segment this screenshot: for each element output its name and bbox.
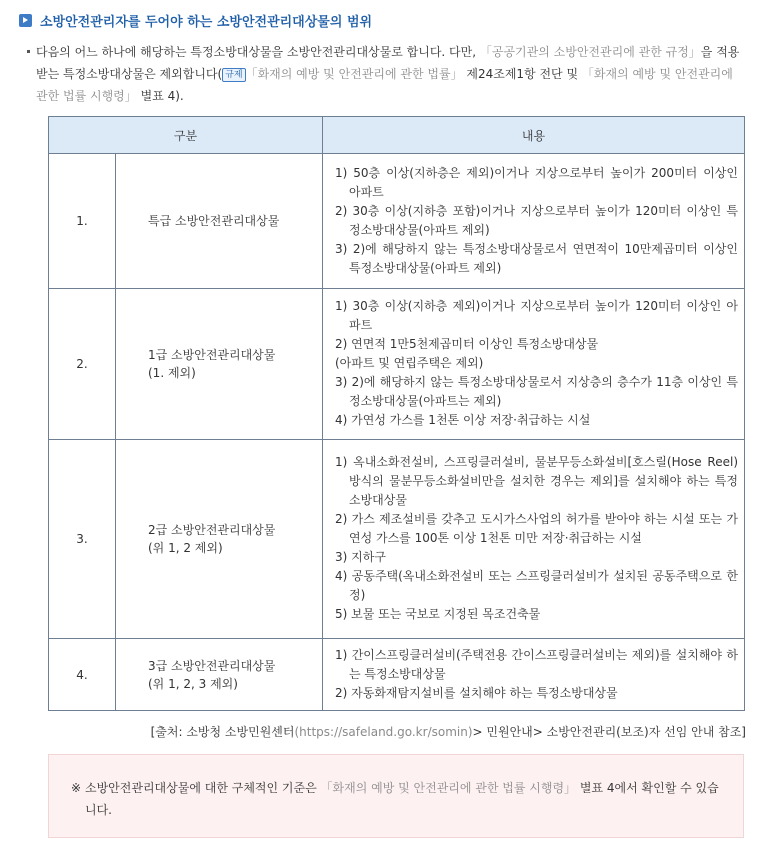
content-item: 1) 30층 이상(지하층 제외)이거나 지상으로부터 높이가 120미터 이상인 아파트 [335, 299, 738, 332]
table-row [49, 289, 745, 440]
note-text [71, 777, 721, 821]
content-item: 2) 연면적 1만5천제곱미터 이상인 특정소방대상물 [335, 337, 599, 351]
row-category-note: (위 1, 2 제외) [148, 541, 223, 555]
row-content-cell [323, 440, 745, 639]
row-content-cell [323, 154, 745, 289]
law-link-fire-prevention-act[interactable]: 「화재의 예방 및 안전관리에 관한 법률」 [245, 67, 463, 81]
row-category: 2급 소방안전관리대상물 [148, 523, 276, 537]
content-item: 5) 보물 또는 국보로 지정된 목조건축물 [335, 607, 541, 621]
row-category-cell [116, 154, 323, 289]
section-bullet-icon [19, 14, 32, 27]
header-content: 내용 [323, 117, 745, 154]
content-item: 3) 2)에 해당하지 않는 특정소방대상물로서 지상층의 층수가 11층 이상인 특정소방대상물(아파트는 제외) [335, 375, 738, 408]
content-item: 1) 간이스프링클러설비(주택전용 간이스프링클러설비는 제외)를 설치해야 하는 특정소방대상물 [335, 647, 738, 681]
row-category-note: (1. 제외) [148, 366, 196, 380]
regulation-badge[interactable]: 규제 [222, 68, 245, 82]
table-row [49, 440, 745, 639]
note-law-link[interactable]: 「화재의 예방 및 안전관리에 관한 법률 시행령」 [320, 781, 577, 795]
law-link-public-institutions[interactable]: 「공공기관의 소방안전관리에 관한 규정」 [479, 45, 701, 59]
source-citation [151, 723, 746, 740]
content-item: 3) 지하구 [335, 550, 386, 564]
content-item: (아파트 및 연립주택은 제외) [335, 356, 484, 370]
row-content-cell [323, 639, 745, 711]
row-number: 2. [49, 289, 116, 440]
note-box [48, 754, 744, 838]
content-item: 2) 가스 제조설비를 갖추고 도시가스사업의 허가를 받아야 하는 시설 또는 가연성 가스를 100톤 이상 1천톤 미만 저장·취급하는 시설 [335, 512, 738, 545]
content-item: 4) 가연성 가스를 1천톤 이상 저장·취급하는 시설 [335, 413, 591, 427]
content-item: 1) 50층 이상(지하층은 제외)이거나 지상으로부터 높이가 200미터 이상인 아파트 [335, 165, 738, 199]
content-item: 2) 자동화재탐지설비를 설치해야 하는 특정소방대상물 [335, 685, 618, 700]
note-text-1: 소방안전관리대상물에 대한 구체적인 기준은 [85, 781, 321, 795]
content-item: 2) 30층 이상(지하층 포함)이거나 지상으로부터 높이가 120미터 이상인 특정소방대상물(아파트 제외) [335, 203, 738, 237]
intro-text-1: 다음의 어느 하나에 해당하는 특정소방대상물을 소방안전관리대상물로 합니다. 다만, [36, 45, 480, 59]
row-category: 특급 소방안전관리대상물 [148, 214, 280, 228]
row-number: 3. [49, 440, 116, 639]
source-suffix: > 민원안내> 소방안전관리(보조)자 선임 안내 참조] [472, 725, 746, 739]
intro-paragraph [36, 41, 748, 107]
row-number: 1. [49, 154, 116, 289]
content-item: 4) 공동주택(옥내소화전설비 또는 스프링클러설비가 설치된 공동주택으로 한정) [335, 569, 738, 602]
header-category: 구분 [49, 117, 323, 154]
table-row [49, 639, 745, 711]
row-category-cell [116, 639, 323, 711]
intro-text-2: 을 적용받는 특정소방대상물은 제외합니다( [36, 45, 740, 81]
intro-text-3: 제24조제1항 전단 및 [462, 67, 582, 81]
intro-text-4: 별표 4). [136, 89, 184, 103]
row-category-cell [116, 440, 323, 639]
row-category: 1급 소방안전관리대상물 [148, 348, 276, 362]
section-heading [19, 11, 759, 30]
law-link-enforcement-decree[interactable]: 「화재의 예방 및 안전관리에 관한 법률 시행령」 [36, 67, 733, 103]
row-content-cell [323, 289, 745, 440]
row-category-note: (위 1, 2, 3 제외) [148, 676, 238, 691]
row-number: 4. [49, 639, 116, 711]
content-item: 1) 옥내소화전설비, 스프링클러설비, 물분무등소화설비[호스릴(Hose Reel) 방식의 물분무등소화설비만을 설치한 경우는 제외]를 설치해야 하는 특정소방대상물 [335, 455, 738, 507]
fire-safety-target-table [48, 116, 745, 711]
row-category: 3급 소방안전관리대상물 [148, 658, 276, 673]
table-header-row [49, 117, 745, 154]
table-row [49, 154, 745, 289]
content-item: 3) 2)에 해당하지 않는 특정소방대상물로서 연면적이 10만제곱미터 이상인 특정소방대상물(아파트 제외) [335, 241, 738, 275]
source-prefix: [출처: 소방청 소방민원센터 [150, 725, 295, 739]
row-category-cell [116, 289, 323, 440]
note-text-2: 별표 4에서 확인할 수 있습니다. [85, 781, 719, 817]
source-url-link[interactable]: (https://safeland.go.kr/somin) [294, 725, 473, 739]
section-title: 소방안전관리자를 두어야 하는 소방안전관리대상물의 범위 [40, 15, 373, 30]
bullet-dot-icon [27, 50, 30, 53]
reference-mark-icon: ※ [71, 781, 82, 795]
